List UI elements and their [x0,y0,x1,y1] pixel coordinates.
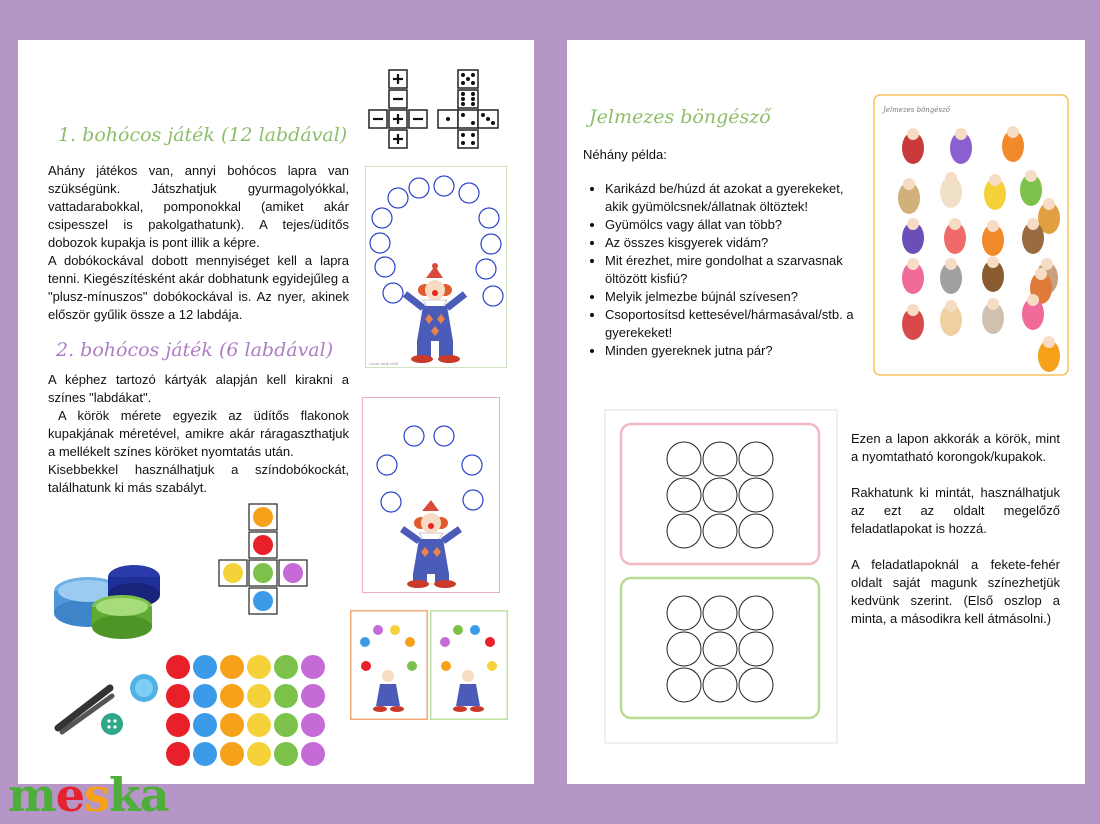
color-dot [247,713,271,737]
color-dot [274,713,298,737]
color-dot [274,655,298,679]
paragraph: A képhez tartozó kártyák alapján kell kirakni a színes "labdákat". [48,372,349,405]
color-dot [247,742,271,766]
clown-12-balls-card [365,166,507,368]
color-dot [193,684,217,708]
example-item: • Mit érezhet, mire gondolhat a szarvasnak öltözött kisfiú? [605,252,863,288]
heading-game-1: 1. bohócos játék (12 labdával) [58,124,348,146]
meska-logo: meska [8,768,169,822]
heading-game-2: 2. bohócos játék (6 labdával) [56,339,334,361]
circles-worksheet [603,408,839,745]
worksheet-text [851,430,1060,628]
color-dots-grid [166,655,330,777]
pompom-icon [130,674,158,702]
bottle-caps-icon [48,555,164,645]
color-dot [301,713,325,737]
color-dot [220,655,244,679]
paragraph: A feladatlapoknál a fekete-fehér oldalt saját magunk színezhetjük kedvünk szerint. (Első oszlop a minta, a másodikra kell átmásolni.) [851,557,1060,626]
color-dot [166,655,190,679]
color-dot [166,713,190,737]
right-page [567,40,1085,784]
paragraph: Kisebbekkel használhatjuk a színdobókockát, találhatunk ki más szabályt. [48,462,349,495]
paragraph: Ezen a lapon akkorák a körök, mint a nyomtatható korongok/kupakok. [851,431,1060,464]
color-dot [193,742,217,766]
color-dot [247,655,271,679]
color-dot [193,713,217,737]
example-item: • Melyik jelmezbe bújnál szívesen? [605,288,863,306]
color-dot [301,684,325,708]
example-item: • Csoportosítsd kettesével/hármasával/stb. a gyerekeket! [605,306,863,342]
example-item: • Karikázd be/húzd át azokat a gyerekeket, akik gyümölcsnek/állatnak öltöztek! [605,180,863,216]
tweezers-pompom-button-icon [50,662,160,740]
costume-search-thumbnail [873,94,1069,376]
svg-text:Lucza áruk rától: Lucza áruk rától [369,362,399,366]
color-dice-net-icon [214,502,314,632]
example-item: • Az összes kisgyerek vidám? [605,234,863,252]
color-dot [220,684,244,708]
example-item: • Gyümölcs vagy állat van több? [605,216,863,234]
clown-6-balls-card [362,397,500,593]
color-dot [274,742,298,766]
paragraph: Ahány játékos van, annyi bohócos lapra van szükségünk. Játszhatjuk gyurmagolyókkal, vattadarabokkal, pomponokkal (amiket akár csipesszel is pakolgathatunk). A tejes/üdítős dobozok kupakja is pont illik a képre. [48,163,349,250]
game-1-text [48,162,349,324]
paragraph: Rakhatunk ki mintát, használhatjuk az ezt az oldalt megelőző feladatlapokat is hozzá. [851,485,1060,536]
left-page [18,40,534,784]
thumbnail-title: Jelmezes böngésző [883,106,950,114]
color-dot [220,742,244,766]
paragraph: A körök mérete egyezik az üdítős flakonok kupakjának méretével, amikre akár ráragaszthatjuk a mellékelt színes köröket nyomtatás után. [48,408,349,459]
examples-list [585,180,863,360]
heading-costume-search: Jelmezes böngésző [589,106,771,128]
color-dot [166,684,190,708]
plus-minus-dice-net-icon [368,68,428,152]
example-item: • Minden gyereknek jutna pár? [605,342,863,360]
button-icon [101,713,123,735]
color-dot [166,742,190,766]
paragraph: A dobókockával dobott mennyiséget kell a lapra tenni. Kiegészítésként akár dobhatunk egyidejűleg a "plusz-mínuszos" dobókockával is. Az nyer, akinek először gyűlik össze a 12 labdája. [48,253,349,322]
color-dot [193,655,217,679]
color-dot [247,684,271,708]
game-2-text [48,371,349,497]
color-dot [274,684,298,708]
clown-pattern-card [350,610,428,720]
dice-net-icon [436,68,502,152]
clown-pattern-card [430,610,508,720]
color-dot [301,655,325,679]
intro-text: Néhány példa: [583,147,667,162]
color-dot [301,742,325,766]
color-dot [220,713,244,737]
